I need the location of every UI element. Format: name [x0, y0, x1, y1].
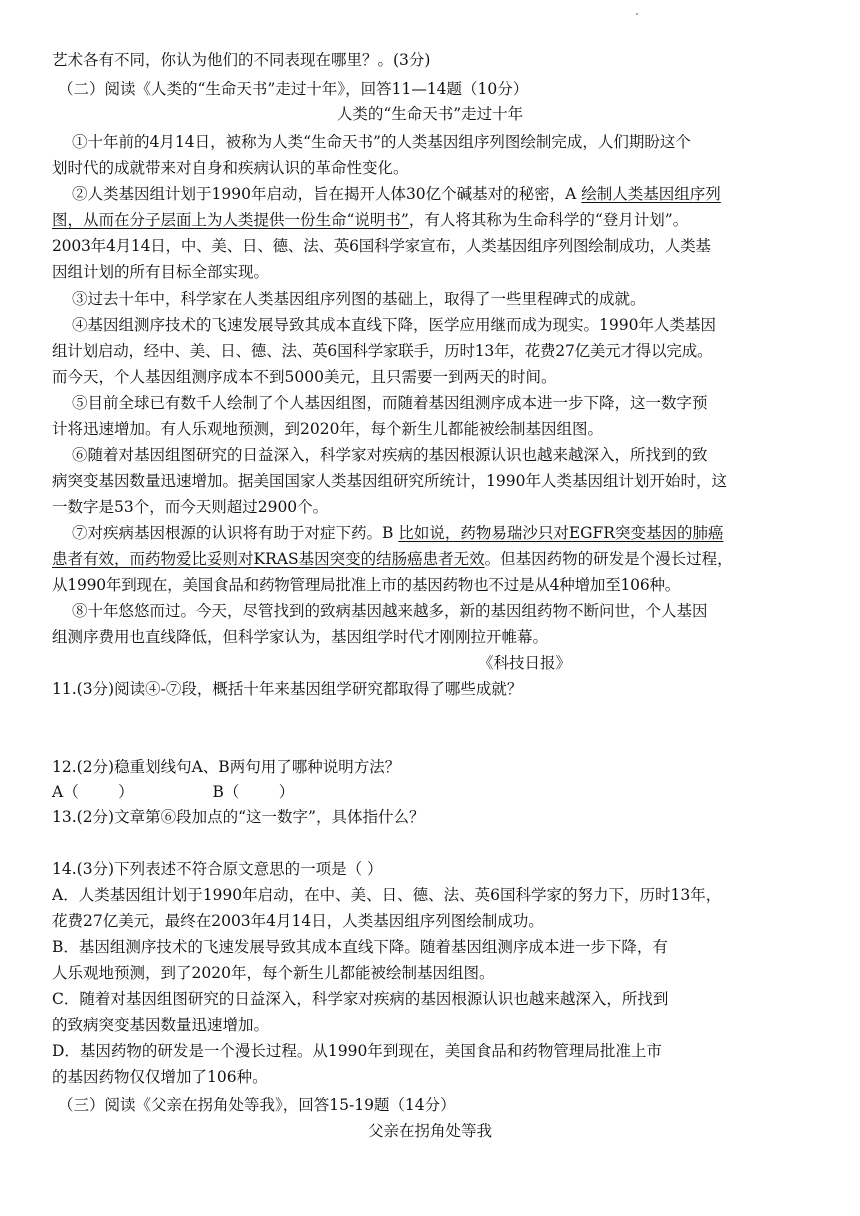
- option-c-line-2: 的致病突变基因数量迅速增加。: [52, 1016, 270, 1034]
- article-source: 《科技日报》: [478, 654, 572, 672]
- option-d-line-2: 的基因药物仅仅增加了106种。: [52, 1068, 268, 1086]
- paragraph-7-text: ⑦对疾病基因根源的认识将有助于对症下药。B: [72, 524, 399, 542]
- article-title: 人类的“生命天书”走过十年: [336, 105, 524, 123]
- underlined-sentence-b-part-2: 患者有效，而药物爱比妥则对KRAS基因突变的结肠癌患者无效: [52, 550, 485, 568]
- paragraph-8-line-2: 组测序费用也直线降低，但科学家认为，基因组学时代才刚刚拉开帷幕。: [52, 628, 549, 646]
- option-b-line-1: B．基因组测序技术的飞速发展导致其成本直线下降。随着基因组测序成本进一步下降，有: [52, 938, 668, 956]
- paragraph-7-line-2: [52, 548, 822, 570]
- paragraph-3: ③过去十年中，科学家在人类基因组序列图的基础上，取得了一些里程碑式的成就。: [72, 290, 646, 308]
- paragraph-2-text-cont: ，有人将其称为生命科学的“登月计划”。: [408, 211, 689, 229]
- question-11: 11.(3分)阅读④-⑦段，概括十年来基因组学研究都取得了哪些成就？: [52, 680, 523, 698]
- question-12-answer-blanks: A（ ） B（ ）: [52, 783, 295, 801]
- option-a-line-2: 花费27亿美元，最终在2003年4月14日，人类基因组序列图绘制成功。: [52, 912, 544, 930]
- paragraph-2-line-3: 2003年4月14日，中、美、日、德、法、英6国科学家宣布，人类基因组序列图绘制成功，人类基: [52, 237, 711, 255]
- article-3-title: 父亲在拐角处等我: [367, 1122, 492, 1140]
- paragraph-5-line-2: 计将迅速增加。有人乐观地预测，到2020年，每个新生儿都能被绘制基因组图。: [52, 420, 603, 438]
- paragraph-6-line-2: 病突变基因数量迅速增加。据美国国家人类基因组研究所统计，1990年人类基因组计划开始时，这: [52, 472, 727, 490]
- paragraph-7-line-1: [72, 522, 842, 544]
- question-14: 14.(3分)下列表述不符合原文意思的一项是（ ）: [52, 860, 383, 878]
- paragraph-1-line-1: ①十年前的4月14日，被称为人类“生命天书”的人类基因组序列图绘制完成，人们期盼这个: [72, 133, 691, 151]
- underlined-sentence-a-part-2: 图，从而在分子层面上为人类提供一份生命“说明书”: [52, 211, 409, 229]
- paragraph-6-line-3: 一数字是53个，而今天则超过2900个。: [52, 498, 329, 516]
- paragraph-5-line-1: ⑤目前全球已有数千人绘制了个人基因组图，而随着基因组测序成本进一步下降，这一数字预: [72, 394, 708, 412]
- paragraph-4-line-3: 而今天，个人基因组测序成本不到5000美元，且只需要一到两天的时间。: [52, 368, 557, 386]
- paragraph-7-text-cont: 。但基因药物的研发是个漫长过程，: [484, 550, 733, 568]
- paragraph-4-line-1: ④基因组测序技术的飞速发展导致其成本直线下降，医学应用继而成为现实。1990年人类基因: [72, 316, 716, 334]
- option-b-line-2: 人乐观地预测，到了2020年，每个新生儿都能被绘制基因组图。: [52, 964, 495, 982]
- option-c-line-1: C．随着对基因组图研究的日益深入，科学家对疾病的基因根源认识也越来越深入，所找到: [52, 990, 669, 1008]
- paragraph-2-line-2: [52, 209, 822, 231]
- option-d-line-1: D．基因药物的研发是一个漫长过程。从1990年到现在，美国食品和药物管理局批准上市: [52, 1042, 662, 1060]
- option-a-line-1: A．人类基因组计划于1990年启动，在中、美、日、德、法、英6国科学家的努力下，历时13年，: [52, 886, 722, 904]
- paragraph-7-line-3: 从1990年到现在，美国食品和药物管理局批准上市的基因药物也不过是从4种增加至106种。: [52, 576, 681, 594]
- paragraph-2-line-4: 因组计划的所有目标全部实现。: [52, 263, 270, 281]
- scan-speck: [636, 13, 638, 15]
- question-13: 13.(2分)文章第⑥段加点的“这一数字”，具体指什么？: [52, 808, 425, 826]
- section-2-heading: （二）阅读《人类的“生命天书”走过十年》，回答11—14题（10分）: [58, 80, 529, 98]
- paragraph-1-line-2: 划时代的成就带来对自身和疾病认识的革命性变化。: [52, 159, 409, 177]
- section-3-heading: （三）阅读《父亲在拐角处等我》，回答15-19题（14分）: [58, 1096, 456, 1114]
- underlined-sentence-a-part-1: 绘制人类基因组序列: [581, 185, 721, 203]
- paragraph-2-line-1: [72, 183, 842, 205]
- underlined-sentence-b-part-1: 比如说，药物易瑞沙只对EGFR突变基因的肺癌: [398, 524, 724, 542]
- paragraph-8-line-1: ⑧十年悠悠而过。今天，尽管找到的致病基因越来越多，新的基因组药物不断问世，个人基因: [72, 602, 708, 620]
- question-10-tail: 艺术各有不同，你认为他们的不同表现在哪里？。(3分): [52, 51, 431, 69]
- question-12: 12.(2分)稳重划线句A、B两句用了哪种说明方法？: [52, 758, 401, 776]
- paragraph-2-text: ②人类基因组计划于1990年启动，旨在揭开人体30亿个碱基对的秘密，A: [72, 185, 582, 203]
- paragraph-4-line-2: 组计划启动，经中、美、日、德、法、英6国科学家联手，历时13年，花费27亿美元才得以完成。: [52, 342, 713, 360]
- paragraph-6-line-1: ⑥随着对基因组图研究的日益深入，科学家对疾病的基因根源认识也越来越深入，所找到的致: [72, 446, 708, 464]
